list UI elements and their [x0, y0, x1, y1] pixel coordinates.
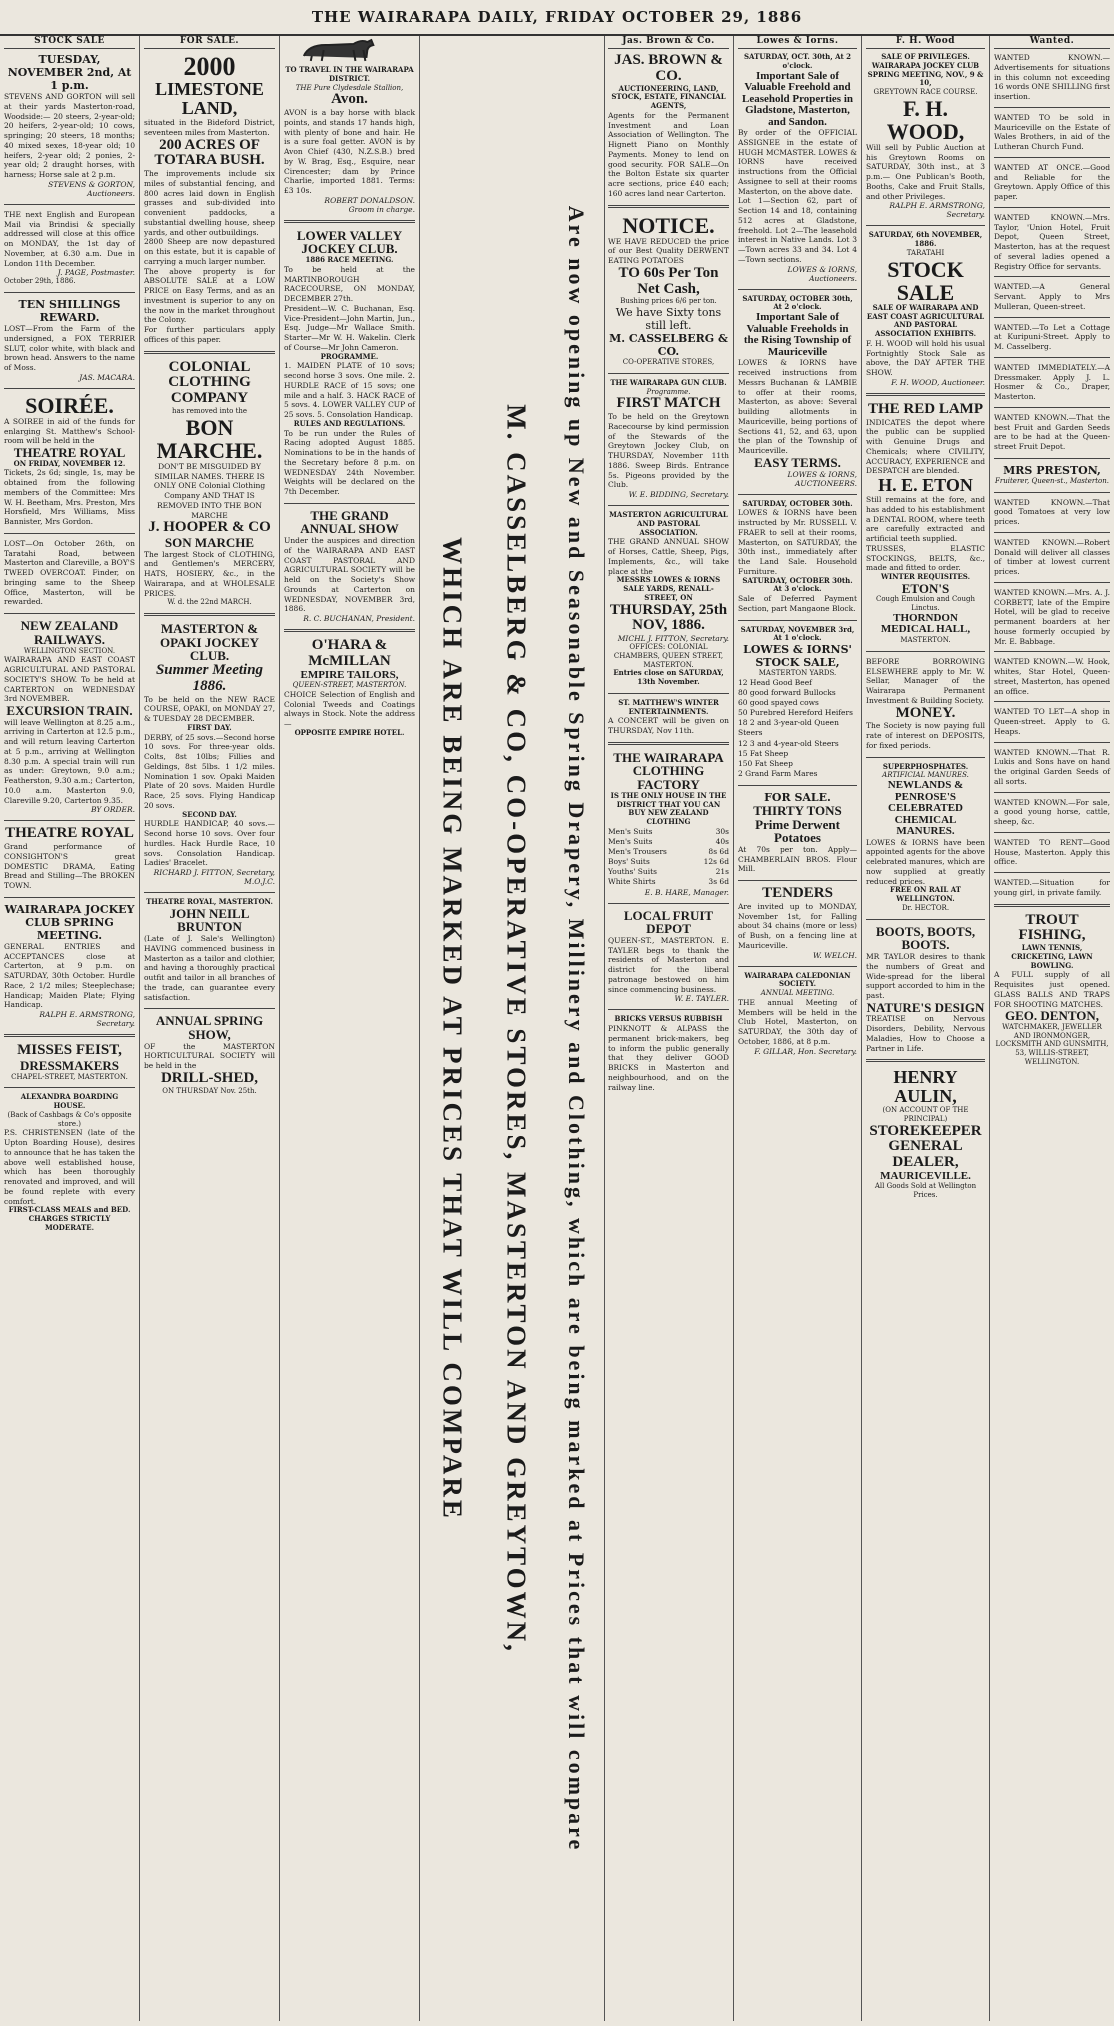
terms-signature: LOWES & IORNS, AUCTIONEERS.: [787, 469, 857, 488]
brunton-text: (Late of J. Sale's Wellington) HAVING commenced business in Masterton as a tailor and clothier, and having a thoroughly practical outfit and tailor in all branches of the trade, can guarantee every satisfaction.: [144, 934, 275, 1002]
tender-signature: W. WELCH.: [813, 950, 857, 960]
rail-subheading: WELLINGTON SECTION.: [23, 646, 116, 655]
column-header: FOR SALE.: [144, 36, 275, 49]
furniture-sale-ad: [738, 500, 857, 614]
stock-text: F. H. WOOD will hold his usual Fortnightly Stock Sale as above, the DAY AFTER THE SHOW.: [866, 338, 985, 378]
bon-more: The largest Stock of CLOTHING, and Gentlemen's MERCERY, HATS, HOSIERY, &c., in the Wairarapa, and at WHOLESALE PRICES.: [144, 549, 275, 598]
factory-signature: E. B. HARE, Manager.: [644, 887, 729, 897]
show-text: Under the auspices and direction of the WAIRARAPA AND EAST COAST PASTORAL AND AGRICULTURAL SOCIETY will be held on the Society's Show Grounds at Carterton on WEDNESDAY, NOVEMBER 3rd, 1886.: [284, 536, 415, 614]
caledonian-ad: [738, 972, 857, 1056]
sat-heading: SATURDAY, OCTOBER 30th, At 2 o'clock.: [742, 293, 853, 312]
wanted-item: WANTED.—To Let a Cottage at Kuripuni-Street. Apply to M. Casselberg.: [994, 322, 1110, 351]
land-heading: LIMESTONE LAND,: [155, 79, 264, 119]
masthead: [0, 0, 1114, 36]
programme-text: 1. MAIDEN PLATE of 10 sovs; second horse 3 sovs. One mile. 2. HURDLE RACE of 15 sovs; one mile and a half. 3. HACK RACE of 5 sovs. 4. LOWER VALLEY CUP of 25 sovs. 5. Consolation Handicap.: [284, 361, 415, 420]
price-text: The above property is for ABSOLUTE SALE at a LOW PRICE on Easy Terms, and as an investment is superior to any on the now in the market throughout the Colony.: [144, 266, 275, 325]
brunton-heading: JOHN NEILL BRUNTON: [169, 905, 250, 935]
boots-heading: BOOTS, BOOTS, BOOTS.: [875, 923, 976, 953]
gun-programme: Programme.: [646, 387, 691, 396]
assoc-date: THURSDAY, 25th NOV, 1886.: [609, 601, 728, 634]
soiree-venue: THEATRE ROYAL: [13, 445, 126, 461]
ps-meals: FIRST-CLASS MEALS and BED.: [8, 1205, 131, 1215]
assoc-offices: OFFICES: COLONIAL CHAMBERS, QUEEN STREET, MASTERTON.: [613, 643, 724, 669]
jockey-heading: WAIRARAPA JOCKEY CLUB SPRING MEETING.: [4, 902, 135, 942]
wanted-item: WANTED KNOWN.—That the best Fruit and Garden Seeds are to be had at the Queen-street Fruit Depot.: [994, 412, 1110, 451]
column-5: [734, 36, 862, 2021]
theatre-heading: THEATRE ROYAL, MASTERTON.: [146, 897, 273, 907]
agent-line: W. d. the 22nd MARCH.: [167, 598, 252, 607]
wanted-item: WANTED TO LET—A shop in Queen-street. Apply to G. Heaps.: [994, 707, 1110, 736]
denton-address: LOCKSMITH AND GUNSMITH, 53, WILLIS-STREET, WELLINGTON.: [995, 1040, 1109, 1066]
hector: Dr. HECTOR.: [901, 903, 950, 912]
privileges-heading: SALE OF PRIVILEGES.: [881, 52, 970, 61]
list-item: Men's Suits 40s: [608, 836, 729, 846]
wood-heading: F. H. WOOD,: [886, 95, 965, 144]
hort-text: OF the MASTERTON HORTICULTURAL SOCIETY will be held in the: [144, 1041, 275, 1071]
cal-signature: F. GILLAR, Hon. Secretary.: [754, 1046, 857, 1056]
sale-date: TUESDAY, NOVEMBER 2nd, At 1 p.m.: [7, 53, 132, 92]
entries-heading: Entries close on SATURDAY, 13th November.: [613, 668, 724, 687]
jockey-signature: RALPH E. ARMSTRONG, Secretary.: [39, 1010, 135, 1029]
column-1: [0, 36, 140, 2021]
column-6: [862, 36, 990, 2021]
reward-text: LOST—From the Farm of the undersigned, a FOX TERRIER SLUT, color white, with black and brown head. Answers to the name of Moss.: [4, 324, 135, 372]
mail-notice: [4, 210, 135, 286]
banner-text: M. CASSELBERG & CO, CO-OPERATIVE STORES, MASTERTON AND GREYTOWN,: [501, 403, 532, 1654]
column-header: F. H. Wood: [866, 36, 985, 49]
sale-signature: STEVENS & GORTON, Auctioneers.: [48, 179, 135, 198]
wanted-item: WANTED KNOWN.—W. Hook, whites, Star Hotel, Queen-street, Masterton, has opened an office.: [994, 657, 1110, 696]
boots-ad: [866, 925, 985, 1054]
price-more: For further particulars apply offices of this paper.: [144, 325, 275, 344]
phosphate-heading: SUPERPHOSPHATES.: [882, 761, 969, 771]
hall-sub: MASTERTON.: [900, 636, 951, 644]
potato-tons: We have Sixty tons still left.: [615, 306, 722, 333]
show-signature: R. C. BUCHANAN, President.: [303, 614, 415, 624]
bricks-ad: [608, 1015, 729, 1092]
banner-text: WHICH ARE BEING MARKED AT PRICES THAT WILL COMPARE: [437, 536, 468, 1521]
totara-heading: 200 ACRES OF TOTARA BUSH.: [154, 136, 265, 169]
dressmakers-ad: [4, 1043, 135, 1081]
cal-text: THE annual Meeting of Members will be held in the Club Hotel, Masterton, on SATURDAY, the 30th day of October, 1886, at 8 p.m.: [738, 997, 857, 1046]
potato-bag: Bushing prices 6/6 per ton.: [620, 297, 717, 306]
railway-ad: [4, 619, 135, 814]
potatoes-heading: THIRTY TONS Prime Derwent Potatoes: [753, 803, 842, 846]
list-item: 2 Grand Farm Mares: [738, 768, 818, 778]
hort-venue: DRILL-SHED,: [160, 1069, 259, 1086]
stock-heading: LOWES & IORNS' STOCK SALE,: [743, 643, 852, 670]
second-day: SECOND DAY.: [182, 809, 237, 819]
sale-text: STEVENS AND GORTON will sell at their yards Masterton-road, Woodside:— 20 steers, 2-year-old; 20 heifers, 2-year-old; 10 cows, springing; 20 steers, 18 months; 40 mixed sexes, 18-year old; 10 heifers, 2-year old; 2 ponies, 2-year old; 2 draught horses, with harness; Horse sale at 2 p.m.: [4, 92, 135, 179]
horticultural-ad: [144, 1014, 275, 1095]
gun-match: FIRST MATCH: [616, 395, 721, 412]
clothing-company-ad: [144, 360, 275, 608]
terms: EASY TERMS.: [754, 454, 841, 470]
opaki-text: To be held on the NEW RACE COURSE, OPAKI, on MONDAY 27, & TUESDAY 28 DECEMBER.: [144, 694, 276, 724]
list-item: Boys' Suits 12s 6d: [608, 857, 729, 867]
rail-more: will leave Wellington at 8.25 a.m., arriving in Carterton at 12.5 p.m., and will return leaving Carterton at 5 p.m., arriving at Wellington 8.30 p.m. A special train will run as under: Greytown, 9.0 a.m.; Featherston, 9.30 a.m.; Carterton, 10.0 a.m. Masterton 9.0, Clareville 9.20, Carterton 9.35.: [4, 717, 135, 805]
ohara-address: OPPOSITE EMPIRE HOTEL.: [294, 727, 405, 737]
horse-name: Avon.: [331, 91, 368, 108]
column-4: [604, 36, 734, 2021]
henry-sub: (ON ACCOUNT OF THE PRINCIPAL): [882, 1106, 969, 1123]
opaki-jockey-ad: [144, 622, 275, 886]
rail-text: WAIRARAPA AND EAST COAST AGRICULTURAL AND PASTORAL SOCIETY'S SHOW. To be held at CARTERTON on WEDNESDAY 3rd NOVEMBER.: [4, 655, 135, 704]
concert-text: A CONCERT will be given on THURSDAY, Nov 11th.: [608, 716, 729, 736]
land-acres: 2000: [183, 52, 236, 81]
hooper: J. HOOPER & CO: [148, 519, 271, 536]
hall-heading: THORNDON MEDICAL HALL,: [880, 611, 971, 636]
vertical-banner-1: [420, 36, 484, 2021]
valley-officers: President—W. C. Buchanan, Esq. Vice-President—John Martin, Jun., Esq. Judge—Mr Wallace Smith. Starter—Mr W. H. Wakelin. Clerk of Course—Mr John Cameron.: [284, 303, 415, 352]
wood-signature: RALPH E. ARMSTRONG, Secretary.: [889, 201, 985, 220]
wanted-item: WANTED KNOWN.—That good Tomatoes at very low prices.: [994, 497, 1110, 526]
privileges-ad: [866, 53, 985, 219]
ohara-street: QUEEN-STREET, MASTERTON.: [292, 681, 407, 690]
column-header: STOCK SALE: [4, 36, 135, 49]
cal-sub: ANNUAL MEETING.: [760, 989, 835, 998]
jockey-text: GENERAL ENTRIES and ACCEPTANCES close at Carterton, at 9 p.m. on SATURDAY, 30th October. Hurdle Race, 2 1/2 miles; Steeplechase; Handicap; Maiden Plate; Flying Handicap.: [4, 941, 135, 1010]
jockey-ad: [4, 903, 135, 1028]
list-item: 50 Purebred Hereford Heifers: [738, 708, 853, 718]
club-sub: GREYTOWN RACE COURSE.: [873, 88, 978, 96]
banner-text: Are now opening up New and Seasonable Spring Drapery, Millinery and Clothing, which are being marked at Prices that will compare: [564, 205, 589, 1852]
depot-heading: LOCAL FRUIT DEPOT: [623, 907, 714, 937]
truss-text: TRUSSES, ELASTIC STOCKINGS, BELTS, &c., made and fitted to order.: [866, 543, 985, 573]
avon-text: AVON is a bay horse with black points, and stands 17 hands high, with plenty of bone and hair. He is a sure foal getter. AVON is by Avon Chief (430, N.Z.S.B.) bred by W. Brag, Esq., Esquire, near Cirencester; dam by Prince Charlie, imported 1881. Terms: £3 10s.: [284, 108, 415, 195]
list-item: Men's Trousers 8s 6d: [608, 847, 729, 857]
son-marche: SON MARCHE: [164, 535, 255, 551]
clothing-heading: COLONIAL CLOTHING COMPANY: [168, 358, 251, 407]
sat2: SATURDAY, OCTOBER 30th.: [742, 498, 853, 508]
brown-ad: [608, 53, 729, 199]
preston-heading: MRS PRESTON,: [1003, 463, 1101, 477]
first-day: FIRST DAY.: [187, 722, 232, 732]
wanted-list-2: [994, 498, 1110, 898]
bricks-text: PINKNOTT & ALPASS the permanent brick-makers, beg to inform the public generally that they deliver GOOD BRICKS in Masterton and neighbourhood, and on the railway line.: [608, 1024, 729, 1092]
list-item: 15 Fat Sheep: [738, 748, 789, 758]
clothing-factory-ad: [608, 751, 729, 897]
preston-sub: Fruiterer, Queen-st., Masterton.: [995, 476, 1109, 485]
taratahi-sale-ad: [866, 231, 985, 386]
potato-price: TO 60s Per Ton Net Cash,: [618, 264, 719, 297]
potato-text: WE HAVE REDUCED the price of our Best Quality DERWENT EATING POTATOES: [608, 236, 729, 266]
sale-lots: Lot 1—Section 62, part of Section 14 and 18, containing 512 acres at Gladstone, freehold. Lot 2—The leasehold interest in Native Lands. Lot 3—Town acres 33 and 34. Lot 4—Town sections.: [738, 196, 857, 264]
potatoes-price: At 70s per ton. Apply— CHAMBERLAIN BROS. Flour Mill.: [738, 844, 857, 874]
gun-club-ad: [608, 379, 729, 499]
rules-text: To be run under the Rules of Racing adopted August 1885. Nominations to be in the hands of the Secretary before 8 p.m. on WEDNESDAY 24th November. Weights will be declared on the 7th December.: [284, 428, 415, 497]
totara-text: The improvements include six miles of substantial fencing, and 800 acres laid down in English grasses and sub-divided into convenient paddocks, a substantial dwelling house, sheep yards, and other outbuildings.: [144, 169, 275, 237]
lamp-text: INDICATES the depot where the public can be supplied with Genuine Drugs and Chemicals; where CIVILITY, ACCURACY, EXPERIENCE and DESPATCH are blended.: [866, 417, 985, 476]
mauriceville-sale-ad: [738, 295, 857, 488]
chemist-ad: [866, 402, 985, 645]
bricks-heading: BRICKS VERSUS RUBBISH: [614, 1014, 723, 1024]
theatre-ad: [4, 826, 135, 891]
club-heading: WAIRARAPA JOCKEY CLUB SPRING MEETING, NOV., 9 & 10,: [867, 60, 984, 88]
clothing-sub: has removed into the: [171, 406, 248, 415]
rail-excursion: EXCURSION TRAIN.: [6, 703, 133, 719]
denton-heading: GEO. DENTON,: [1004, 1008, 1100, 1024]
potato-notice: [608, 214, 729, 367]
soiree-more: Tickets, 2s 6d; single, 1s, may be obtained from the following members of the Committee: Mrs W. H. Beetham, Mrs. Preston, Mrs Horsfield, Mrs Williams, Miss Bannister, Mrs Gordon.: [4, 468, 135, 527]
forsale-heading: FOR SALE.: [764, 791, 831, 805]
building-society-ad: [866, 657, 985, 751]
notice-date: October 29th, 1886.: [4, 277, 76, 286]
trout-fishing-ad: [994, 913, 1110, 1067]
deferred-text: Sale of Deferred Payment Section, part Mangaone Block.: [738, 594, 857, 613]
storekeeper: STOREKEEPER: [869, 1122, 982, 1139]
stock-list: [738, 678, 857, 779]
assoc-signature: MICHL J. FITTON, Secretary.: [617, 634, 729, 644]
programme-heading: PROGRAMME.: [320, 351, 379, 361]
wanted-list: [994, 53, 1110, 452]
list-item: 150 Fat Sheep: [738, 758, 793, 768]
etons: ETON'S: [901, 580, 950, 596]
list-item: Men's Suits 30s: [608, 826, 729, 836]
wanted-item: WANTED KNOWN.—For sale, a good young horse, cattle, sheep, &c.: [994, 797, 1110, 826]
mauriceville: MAURICEVILLE.: [880, 1169, 971, 1182]
manure-sub: ARTIFICIAL MANURES.: [882, 771, 969, 780]
lost-notice: [4, 539, 135, 607]
column-header: Jas. Brown & Co.: [608, 36, 729, 49]
cal-heading: WAIRARAPA CALEDONIAN SOCIETY.: [744, 970, 851, 989]
reward-heading: TEN SHILLINGS REWARD.: [18, 298, 121, 324]
avon-signature: ROBERT DONALDSON.: [324, 195, 415, 205]
money-heading: MONEY.: [895, 704, 956, 721]
ohara-heading: O'HARA & McMILLAN: [308, 637, 391, 669]
fruit-depot-ad: [608, 909, 729, 1004]
column-2: [140, 36, 280, 2021]
tender-text: Are invited up to MONDAY, November 1st, for Falling about 34 chains (more or less) of Bush, on a fencing line at Mauriceville.: [738, 901, 857, 950]
trout-heading: TROUT FISHING,: [1018, 911, 1086, 944]
manure-text: LOWES & IORNS have been appointed agents for the above celebrated manures, which are now supplied at greatly reduced prices.: [866, 837, 985, 886]
trout-text: A FULL supply of all Requisites just opened. GLASS BALLS AND TRAPS FOR SHOOTING MATCHES.: [994, 970, 1110, 1009]
feist-heading: MISSES FEIST,: [17, 1042, 122, 1059]
grand-show-ad: [284, 509, 415, 623]
notice-text: THE next English and European Mail via Brindisi & specially addressed will close at this office on MONDAY, the 1st day of November, at 6.30 a.m. Due in London 11th December.: [4, 209, 135, 268]
stock-signature: F. H. WOOD, Auctioneer.: [891, 377, 985, 387]
wanted-item: WANTED TO RENT—Good House, Masterton. Apply this office.: [994, 837, 1110, 867]
lamp-heading: THE RED LAMP: [867, 400, 983, 417]
horse-illustration: [284, 36, 415, 62]
brown-text: Agents for the Permanent Investment and Loan Association of Wellington. The Hignett Piano on Monthly Payments. Money to lend on good security. FOR SALE—On the Bolton Estate six quarter acre sections, price £40 each; 160 acres land near Carterton.: [608, 110, 729, 198]
theatre-text: Grand performance of CONSIGHTON'S great DOMESTIC DRAMA, Eating Bread and Stilling—The BROKEN TOWN.: [4, 842, 135, 891]
soiree-text: A SOIREE in aid of the funds for enlarging St. Matthew's School-room will be held in the: [4, 416, 135, 446]
hort-heading: ANNUAL SPRING SHOW,: [155, 1013, 264, 1042]
wanted-item: WANTED KNOWN.—Mrs. A. J. CORBETT, late of the Empire Hotel, will be glad to receive permanent boarders at her house formerly occupied by Mr. E. Babbage.: [994, 587, 1110, 646]
manure-firm: NEWLANDS & PENROSE'S CELEBRATED CHEMICAL MANURES.: [887, 779, 964, 838]
list-item: 12 Head Good Beef: [738, 677, 812, 687]
manu-text: LOWES & IORNS have received instructions from Messrs Buchanan & LAMBIE to offer at their rooms, Masterton, as above: Several building allotments in Mauriceville, being portions of Sections 41, 52, and 63, upon the plan of the Township of Mauriceville.: [738, 358, 857, 456]
wanted-item: WANTED TO be sold in Mauriceville on the Estate of Wales Brothers, in aid of the Lutheran Church Fund.: [994, 112, 1110, 151]
potato-signature: M. CASSELBERG & CO.: [609, 332, 728, 359]
potato-heading: NOTICE.: [622, 212, 715, 238]
boots-text: MR TAYLOR desires to thank the numbers of Great and Wide-spread for the liberal support accorded to him in the past.: [866, 952, 985, 1001]
soiree-date: ON FRIDAY, NOVEMBER 12.: [13, 458, 126, 468]
land-text: situated in the Bideford District, seventeen miles from Masterton.: [144, 118, 275, 137]
column-7: [990, 36, 1114, 2021]
manure-ad: [866, 763, 985, 913]
wood-date: SATURDAY, 6th NOVEMBER, 1886.: [868, 230, 983, 249]
first-day-text: DERBY, of 25 sovs.—Second horse 10 sovs. For three-year olds. Colts, 8st 10lbs; Fillies and Geldings, 8st 5lbs. 1 1/2 miles. Nomination 1 sov. Opaki Maiden Plate of 20 sovs. Maiden Hurdle Race, 25 sovs. Flying Handicap 20 sovs.: [144, 732, 275, 810]
manu-heading: Important Sale of Valuable Freeholds in the Rising Township of Mauriceville: [743, 311, 852, 358]
brown-heading: JAS. BROWN & CO.: [614, 52, 723, 84]
bon-marche: BON MARCHE.: [156, 414, 263, 463]
masthead-title: THE WAIRARAPA DAILY, FRIDAY OCTOBER 29, 1886: [311, 8, 803, 26]
lost-text: LOST—On October 26th, on Taratahi Road, between Masterton and Clareville, a BOY'S TWEED OVERCOAT. Finder, on bringing same to the Sheep Office, Masterton, will be rewarded.: [4, 538, 135, 607]
list-item: 18 2 and 3-year-old Queen Steers: [738, 718, 839, 738]
brown-sub: AUCTIONEERING, LAND, STOCK, ESTATE, FINANCIAL AGENTS,: [611, 83, 726, 110]
eton-text: Still remains at the fore, and has added to his establishment a DENTAL ROOM, where teeth are carefully extracted and artificial teeth supplied.: [866, 495, 985, 544]
valley-jockey-ad: [284, 229, 415, 497]
vertical-banner-3: [548, 36, 605, 2021]
wanted-item: WANTED.—Situation for young girl, in private family.: [994, 878, 1110, 897]
ps-text: P.S. CHRISTENSEN (late of the Upton Boarding House), desires to announce that he has taken the above well established house, which has been thoroughly renovated and improved, and will be found replete with every comfort.: [4, 1128, 135, 1206]
eton-heading: H. E. ETON: [878, 475, 973, 496]
furniture-text: LOWES & IORNS have been instructed by Mr. RUSSELL V. FRAER to sell at their rooms, Masterton, on SATURDAY, the 30th inst., immediately after the Land Sale. Household Furniture.: [738, 508, 857, 576]
show-heading: THE GRAND ANNUAL SHOW: [300, 507, 399, 537]
stallion-sub: THE Pure Clydesdale Stallion,: [295, 83, 404, 92]
manure-price: FREE ON RAIL AT WELLINGTON.: [890, 885, 961, 904]
stallion-ad: [284, 66, 415, 214]
assoc-text: THE GRAND ANNUAL SHOW of Horses, Cattle, Sheep, Pigs, Implements, &c., will take place at the: [608, 537, 729, 576]
valley-sub: 1886 RACE MEETING.: [305, 255, 394, 265]
depot-text: QUEEN-ST., MASTERTON. E. TAYLER begs to thank the residents of Masterton and district for the liberal patronage bestowed on him since commencing business.: [608, 935, 729, 994]
opaki-signature: RICHARD J. FITTON, Secretary, M.O.J.C.: [153, 868, 275, 887]
travel-heading: TO TRAVEL IN THE WAIRARAPA DISTRICT.: [285, 65, 414, 83]
potatoes-ad: [738, 791, 857, 874]
boarding-house-ad: [4, 1093, 135, 1232]
second-day-text: HURDLE HANDICAP, 40 sovs.—Second horse 10 sovs. Over four hurdles. Hack Hurdle Race, 10 sovs. Consolation Handicap. Ladies' Bracelet.: [144, 819, 275, 868]
taratahi: TARATAHI: [906, 248, 945, 257]
rules-heading: RULES AND REGULATIONS.: [293, 418, 406, 428]
vertical-banner-2: [484, 36, 548, 2021]
money-text: The Society is now paying full rate of interest on DEPOSITS, for fixed periods.: [866, 721, 985, 750]
gun-text: To be held on the Greytown Racecourse by kind permission of the Stewards of the Greytown Jockey Club, on THURSDAY, November 11th 1886. Sweep Birds. Entrance 5s. Pigeons provided by the Club.: [608, 412, 729, 490]
gun-heading: THE WAIRARAPA GUN CLUB.: [610, 377, 727, 387]
depot-signature: W. E. TAYLER.: [674, 994, 729, 1004]
nature-text: TREATISE on Nervous Disorders, Debility, Nervous Maladies, How to Choose a Partner in Life.: [866, 1014, 985, 1053]
suit-price-list: [608, 827, 729, 888]
all-goods: All Goods Sold at Wellington Prices.: [874, 1182, 977, 1200]
avon-address: Groom in charge.: [348, 204, 415, 214]
preston-ad: [994, 464, 1110, 486]
cough: Cough Emulsion and Cough Linctus.: [875, 595, 976, 613]
property-sale-ad: [738, 53, 857, 283]
factory-sub: IS THE ONLY HOUSE IN THE DISTRICT THAT YOU CAN BUY NEW ZEALAND CLOTHING: [610, 790, 727, 827]
general-dealer: GENERAL DEALER,: [888, 1138, 963, 1171]
wanted-item: WANTED KNOWN.—Mrs. Taylor, 'Union Hotel, Fruit Depot, Queen Street, Masterton, has at the request of several ladies opened a Registry Office for servants.: [994, 212, 1110, 271]
rail-heading: NEW ZEALAND RAILWAYS.: [20, 618, 119, 647]
soiree-heading: SOIRÉE.: [25, 392, 114, 418]
reward-signature: JAS. MACARA.: [79, 372, 135, 382]
assoc-venue: MESSRS LOWES & IORNS SALE YARDS, RENALL-STREET, ON: [616, 575, 721, 602]
rail-signature: BY ORDER.: [90, 805, 135, 815]
stock-sub: SALE OF WAIRARAPA AND EAST COAST AGRICULTURAL AND PASTORAL ASSOCIATION EXHIBITS.: [866, 302, 985, 339]
sale-date: SATURDAY, OCT. 30th, At 2 o'clock.: [744, 52, 851, 70]
sale-signature: LOWES & IORNS, Auctioneers.: [787, 264, 857, 283]
tenders-ad: [738, 886, 857, 960]
trout-sub: LAWN TENNIS, CRICKETING, LAWN BOWLING.: [1011, 943, 1093, 970]
tailors-ad: [284, 638, 415, 738]
stock-sale-ad: [4, 53, 135, 198]
tailor-ad: [144, 898, 275, 1002]
sale-text: By order of the OFFICIAL ASSIGNEE in the estate of HUGH MCMASTER. LOWES & IORNS have received instructions from the Official Assignee to sell at their rooms Masterton, on the above date.: [738, 128, 857, 196]
gun-signature: W. E. BIDDING, Secretary.: [628, 490, 729, 500]
factory-heading: THE WAIRARAPA CLOTHING FACTORY: [613, 749, 724, 793]
stock-heading: STOCK SALE: [887, 256, 964, 305]
tenders-heading: TENDERS: [762, 885, 833, 902]
column-3: [280, 36, 420, 2021]
concert-ad: [608, 699, 729, 736]
stmatt-heading: ST. MATTHEW'S WINTER ENTERTAINMENTS.: [618, 697, 719, 716]
ohara-sub: EMPIRE TAILORS,: [300, 668, 399, 681]
henry-heading: HENRY AULIN,: [893, 1067, 958, 1107]
wanted-item: WANTED AT ONCE.—Good and Reliable for the Greytown. Apply Office of this paper.: [994, 162, 1110, 201]
wanted-item: WANTED KNOWN.—Advertisements for situations in this column not exceeding 16 words ONE SHILLING first insertion.: [994, 53, 1111, 101]
list-item: 80 good forward Bullocks: [738, 687, 836, 697]
soiree-ad: [4, 394, 135, 527]
wanted-item: WANTED.—A General Servant. Apply to Mrs Mulleran, Queen-street.: [994, 282, 1110, 311]
wanted-item: WANTED IMMEDIATELY.—A Dressmaker. Apply J. L. Hosmer & Co., Draper, Masterton.: [994, 362, 1110, 401]
ps-footer: CHARGES STRICTLY MODERATE.: [28, 1214, 111, 1232]
list-item: Youths' Suits 21s: [608, 867, 729, 877]
stock-sub: MASTERTON YARDS.: [758, 669, 837, 678]
ohara-text: CHOICE Selection of English and Colonial Tweeds and Coatings always in Stock. Note the address—: [284, 689, 415, 729]
borrow-text: BEFORE BORROWING ELSEWHERE apply to Mr. W. Sellar, Manager of the Wairarapa Permanent Investment & Building Society.: [866, 656, 985, 705]
nature-heading: NATURE'S DESIGN: [866, 999, 985, 1015]
notice-signature: J. PAGE, Postmaster.: [57, 268, 135, 278]
board-text: (Back of Cashbags & Co's opposite store.): [7, 1110, 132, 1128]
hort-date: ON THURSDAY Nov. 25th.: [162, 1086, 257, 1095]
potato-sub: CO-OPERATIVE STORES,: [622, 358, 715, 367]
sheep-text: 2800 Sheep are now depastured on this estate, but it is capable of carrying a much larger number.: [144, 237, 275, 266]
list-item: 60 good spayed cows: [738, 698, 819, 708]
theatre-heading: THEATRE ROYAL: [5, 825, 134, 842]
feist-subheading: DRESSMAKERS: [20, 1057, 119, 1073]
land-sale-ad: [144, 53, 275, 345]
column-header: Wanted.: [994, 36, 1110, 49]
column-header: Lowes & Iorns.: [738, 36, 857, 49]
wanted-item: WANTED KNOWN.—That R. Lukis and Sons have on hand the original Garden Seeds of all sorts.: [994, 747, 1110, 786]
wanted-item: WANTED KNOWN.—Robert Donald will deliver all classes of timber at lowest current prices.: [994, 537, 1110, 576]
denton-sub: WATCHMAKER, JEWELLER AND IRONMONGER,: [1002, 1022, 1102, 1040]
list-item: 12 3 and 4-year-old Steers: [738, 738, 839, 748]
opaki-heading: MASTERTON & OPAKI JOCKEY CLUB.: [159, 621, 260, 664]
reward-notice: [4, 298, 135, 382]
board-heading: ALEXANDRA BOARDING HOUSE.: [20, 1092, 119, 1111]
stock-sale-ad: [738, 626, 857, 780]
association-ad: [608, 511, 729, 687]
valley-text: To be held at the MARTINBOROUGH RACECOURSE, ON MONDAY, DECEMBER 27th.: [284, 264, 415, 304]
winter-heading: WINTER REQUISITES.: [880, 572, 971, 582]
sat3: SATURDAY, OCTOBER 30th. At 3 o'clock.: [742, 575, 853, 594]
sale-heading: Important Sale of Valuable Freehold and Leasehold Properties in Gladstone, Masterton, and Sandon.: [741, 69, 853, 128]
wood-text: Will sell by Public Auction at his Greytown Rooms on SATURDAY, 30th inst., at 3 p.m.— One Publican's Booth, Booths, Cake and Fruit Stalls, and other Privileges.: [866, 142, 985, 201]
list-item: White Shirts 3s 6d: [608, 877, 729, 887]
opaki-meeting: Summer Meeting 1886.: [155, 662, 264, 694]
assoc-heading: MASTERTON AGRICULTURAL AND PASTORAL ASSOCIATION.: [609, 510, 728, 537]
valley-heading: LOWER VALLEY JOCKEY CLUB.: [296, 227, 403, 257]
bon-text: DON'T BE MISGUIDED BY SIMILAR NAMES. THERE IS ONLY ONE Colonial Clothing Company AND THAT IS REMOVED INTO THE BON MARCHE: [153, 461, 266, 520]
storekeeper-ad: [866, 1068, 985, 1200]
feist-address: CHAPEL-STREET, MASTERTON.: [11, 1072, 128, 1081]
stock-date: SATURDAY, NOVEMBER 3rd, At 1 o'clock.: [740, 624, 855, 643]
